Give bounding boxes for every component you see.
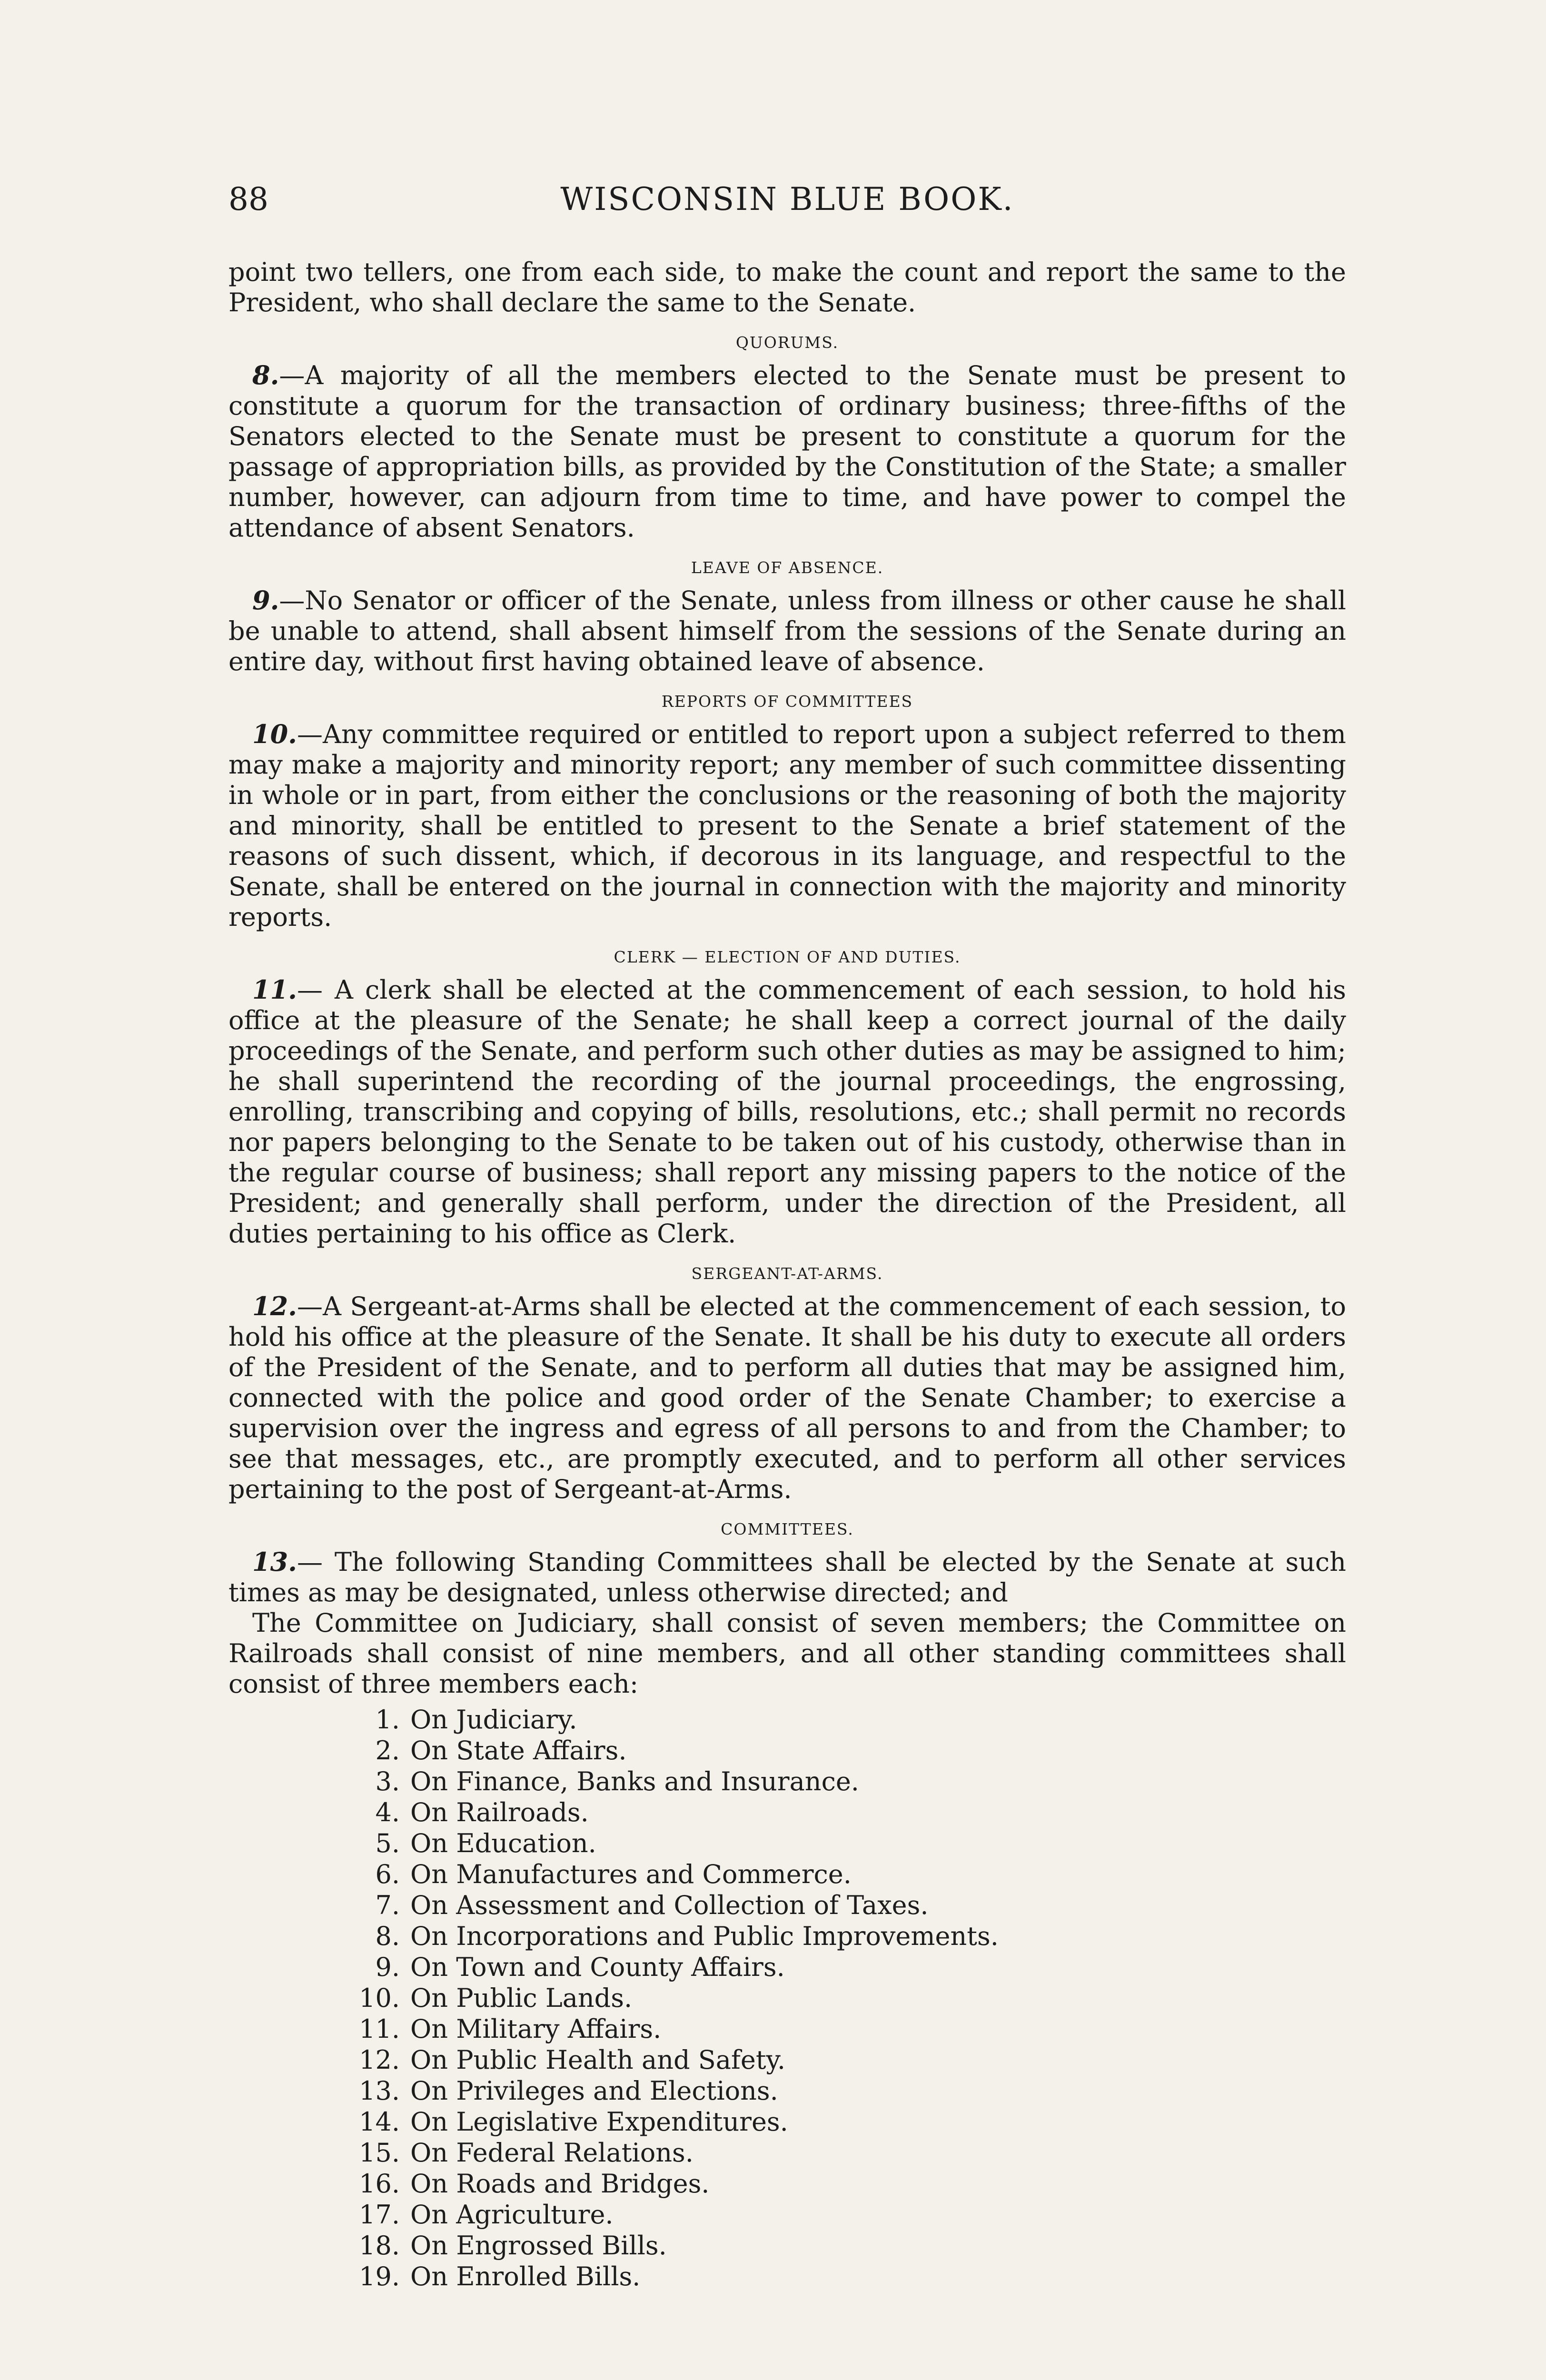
item-number: 8. (375, 1921, 400, 1951)
list-item (347, 1797, 1346, 1828)
section-heading-quorums: QUORUMS. (735, 333, 839, 352)
item-name: On Railroads. (410, 1797, 589, 1827)
list-item (347, 1890, 1346, 1921)
rule-number: 9. (252, 585, 279, 615)
rule-text: —A majority of all the members elected to the Senate must be present to constitute a quorum for the transaction of ordinary business; three-fifths of the Senators elected to the Senate must be present to constitute a quorum for the passage of appropriation bills, as provided by the Constitution of the State; a smaller number, however, can adjourn from time to time, and have power to compel the attendance of absent Senators. (228, 360, 1346, 543)
item-name: On Agriculture. (410, 2200, 614, 2230)
list-item (347, 2137, 1346, 2168)
rule-paragraph-11 (228, 974, 1346, 1249)
item-number: 10. (359, 1983, 400, 2013)
committees-intro: The Committee on Judiciary, shall consist of seven members; the Committee on Railroads shall consist of nine members, and all other standing committees shall consist of three members each: (228, 1608, 1346, 1699)
item-name: On Legislative Expenditures. (410, 2107, 788, 2137)
item-number: 6. (375, 1859, 400, 1889)
item-number: 18. (359, 2231, 400, 2261)
item-number: 17. (359, 2200, 400, 2230)
item-name: On Federal Relations. (410, 2138, 694, 2168)
list-item (347, 2044, 1346, 2075)
item-number: 5. (375, 1828, 400, 1858)
rule-paragraph-13 (228, 1547, 1346, 1608)
item-number: 16. (359, 2169, 400, 2199)
item-name: On Military Affairs. (410, 2014, 662, 2044)
item-number: 19. (359, 2261, 400, 2291)
item-name: On Enrolled Bills. (410, 2261, 641, 2291)
rule-paragraph-10 (228, 719, 1346, 932)
section-heading-reports-of-committees: REPORTS OF COMMITTEES (661, 692, 913, 711)
list-item (347, 2013, 1346, 2044)
item-number: 15. (359, 2138, 400, 2168)
rule-paragraph-9 (228, 585, 1346, 677)
item-name: On State Affairs. (410, 1735, 627, 1765)
list-item (347, 2230, 1346, 2261)
list-item (347, 1766, 1346, 1797)
item-name: On Privileges and Elections. (410, 2076, 778, 2106)
list-item (347, 1828, 1346, 1859)
continuation-paragraph: point two tellers, one from each side, to make the count and report the same to the President, who shall declare the same to the Senate. (228, 257, 1346, 317)
rule-number: 10. (252, 719, 297, 749)
item-name: On Public Lands. (410, 1983, 633, 2013)
list-item (347, 2199, 1346, 2230)
list-item (347, 1952, 1346, 1983)
rule-text: —A Sergeant-at-Arms shall be elected at the commencement of each session, to hold his office at the pleasure of the Senate. It shall be his duty to execute all orders of the President of the Senate, and to perform all duties that may be assigned him, connected with the police and good order of the Senate Chamber; to exercise a supervision over the ingress and egress of all persons to and from the Chamber; to see that messages, etc., are promptly executed, and to perform all other services pertaining to the post of Sergeant-at-Arms. (228, 1291, 1346, 1504)
rule-number: 11. (252, 974, 297, 1005)
rule-paragraph-12 (228, 1291, 1346, 1505)
list-item (347, 2075, 1346, 2106)
list-item (347, 1704, 1346, 1735)
item-number: 3. (375, 1766, 400, 1796)
rule-text: —Any committee required or entitled to report upon a subject referred to them may make a majority and minority report; any member of such committee dissenting in whole or in part, from either the conclusions or the reasoning of both the majority and minority, shall be entitled to present to the Senate a brief statement of the reasons of such dissent, which, if decorous in its language, and respectful to the Senate, shall be entered on the journal in connection with the majority and minority reports. (228, 719, 1346, 932)
list-item (347, 1921, 1346, 1952)
list-item (347, 1859, 1346, 1890)
list-item (347, 2168, 1346, 2199)
item-number: 12. (359, 2045, 400, 2075)
list-item (347, 2261, 1346, 2292)
list-item (347, 1983, 1346, 2013)
committee-list (228, 1704, 1346, 2292)
item-number: 2. (375, 1735, 400, 1765)
list-item (347, 2106, 1346, 2137)
rule-number: 13. (252, 1547, 297, 1577)
running-title: WISCONSIN BLUE BOOK. (560, 181, 1014, 218)
body-text (228, 257, 1346, 2292)
item-name: On Public Health and Safety. (410, 2045, 786, 2075)
item-name: On Incorporations and Public Improvements. (410, 1921, 999, 1951)
rule-text: — The following Standing Committees shall be elected by the Senate at such times as may be designated, unless otherwise directed; and (228, 1547, 1346, 1607)
rule-number: 12. (252, 1291, 297, 1321)
section-heading-leave-of-absence: LEAVE OF ABSENCE. (691, 558, 884, 577)
section-heading-committees: COMMITTEES. (721, 1520, 854, 1538)
item-name: On Roads and Bridges. (410, 2169, 710, 2199)
item-name: On Finance, Banks and Insurance. (410, 1766, 859, 1796)
item-number: 9. (375, 1952, 400, 1982)
rule-text: — A clerk shall be elected at the commencement of each session, to hold his office at the pleasure of the Senate; he shall keep a correct journal of the daily proceedings of the Senate, and perform such other duties as may be assigned to him; he shall superintend the recording of the journal proceedings, the engrossing, enrolling, transcribing and copying of bills, resolutions, etc.; shall permit no records nor papers belonging to the Senate to be taken out of his custody, otherwise than in the regular course of business; shall report any missing papers to the notice of the President; and generally shall perform, under the direction of the President, all duties pertaining to his office as Clerk. (228, 975, 1346, 1249)
item-number: 11. (359, 2014, 400, 2044)
running-head (228, 181, 1346, 228)
item-name: On Assessment and Collection of Taxes. (410, 1890, 929, 1920)
item-name: On Town and County Affairs. (410, 1952, 785, 1982)
item-number: 7. (375, 1890, 400, 1920)
item-number: 14. (359, 2107, 400, 2137)
item-name: On Judiciary. (410, 1705, 577, 1735)
section-heading-sergeant-at-arms: SERGEANT-AT-ARMS. (691, 1264, 883, 1283)
rule-paragraph-8 (228, 360, 1346, 543)
item-name: On Engrossed Bills. (410, 2231, 667, 2261)
item-name: On Manufactures and Commerce. (410, 1859, 852, 1889)
page-number: 88 (228, 181, 268, 218)
rule-text: —No Senator or officer of the Senate, unless from illness or other cause he shall be unable to attend, shall absent himself from the sessions of the Senate during an entire day, without first having obtained leave of absence. (228, 585, 1346, 676)
item-number: 4. (375, 1797, 400, 1827)
item-number: 1. (375, 1705, 400, 1735)
rule-number: 8. (252, 360, 279, 390)
list-item (347, 1735, 1346, 1766)
section-heading-clerk: CLERK — ELECTION OF AND DUTIES. (614, 948, 961, 966)
item-name: On Education. (410, 1828, 596, 1858)
item-number: 13. (359, 2076, 400, 2106)
